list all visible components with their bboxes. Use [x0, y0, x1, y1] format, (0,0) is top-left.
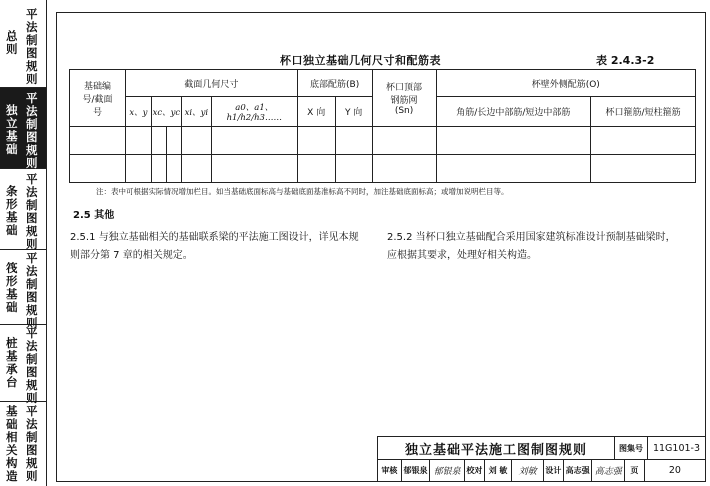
- tab-label: 总 则: [6, 29, 18, 56]
- header-xiyi: xi、yi: [181, 97, 211, 127]
- check-label: 校对: [465, 460, 485, 481]
- designer-name: 高志强: [564, 460, 593, 481]
- table-title: 杯口独立基础几何尺寸和配筋表: [280, 54, 441, 67]
- table-number: 表 2.4.3-2: [596, 54, 655, 67]
- review-label: 审核: [378, 460, 402, 481]
- tab-sublabel: 平 法 制 图 规 则: [26, 404, 38, 483]
- header-xcyc: xc、yc: [151, 97, 181, 127]
- page-label: 页: [625, 460, 645, 481]
- header-y-dir: Y 向: [335, 97, 372, 127]
- section-heading: 2.5 其他: [73, 210, 115, 221]
- checker-name: 刘 敏: [485, 460, 513, 481]
- header-section-dims: 截面几何尺寸: [125, 70, 297, 97]
- header-stirrup: 杯口箍筋/短柱箍筋: [591, 97, 696, 127]
- atlas-label: 图集号: [615, 437, 648, 460]
- tab-foundation-details[interactable]: [0, 402, 46, 486]
- paragraph-2-5-2: 2.5.2 当杯口独立基础配合采用国家建筑标准设计预制基础梁时，应根据其要求，处理好相关构造。: [387, 232, 676, 261]
- signature-row: [378, 460, 705, 481]
- header-cup-wall: 杯壁外侧配筋(O): [436, 70, 695, 97]
- tab-strip-foundation[interactable]: [0, 169, 46, 250]
- tab-sublabel: 平 法 制 图 规 则: [26, 91, 38, 170]
- tab-sublabel: 平 法 制 图 规 则: [26, 251, 38, 330]
- reviewer-name: 郁银泉: [402, 460, 431, 481]
- reviewer-signature: 郁银泉: [430, 460, 465, 481]
- tab-label: 条 形 基 础: [6, 184, 18, 237]
- tab-raft-foundation[interactable]: [0, 250, 46, 330]
- header-cup-top-mesh: 杯口顶部钢筋网(Sn): [372, 70, 436, 127]
- tab-sublabel: 平 法 制 图 规 则: [26, 172, 38, 251]
- designer-signature: 高志强: [592, 460, 625, 481]
- header-bottom-rebar: 底部配筋(B): [297, 70, 372, 97]
- tab-sublabel: 平 法 制 图 规 则: [26, 7, 38, 86]
- header-corner-rebar: 角筋/长边中部筋/短边中部筋: [436, 97, 591, 127]
- table-note: 注：表中可根据实际情况增加栏目。如当基础底面标高与基础底面基准标高不同时，加注基础底面标高；或增加说明栏目等。: [96, 187, 509, 196]
- chapter-sidebar: [0, 0, 47, 486]
- title-block: [377, 436, 706, 482]
- tab-isolated-foundation[interactable]: [0, 88, 46, 169]
- checker-signature: 刘敏: [512, 460, 544, 481]
- header-x-dir: X 向: [297, 97, 335, 127]
- cup-foundation-table: [69, 69, 696, 183]
- tab-general[interactable]: [0, 0, 46, 88]
- table-row: [70, 155, 696, 183]
- tab-label: 筏 形 基 础: [6, 261, 18, 314]
- design-label: 设计: [544, 460, 564, 481]
- tab-sublabel: 平 法 制 图 规 则: [26, 326, 38, 405]
- header-base-id: 基础编号/截面号: [70, 70, 126, 127]
- page-number: 20: [668, 465, 681, 476]
- table-row: [70, 127, 696, 155]
- tab-pile-cap[interactable]: [0, 325, 46, 405]
- paragraph-2-5-1: 2.5.1 与独立基础相关的基础联系梁的平法施工图设计，详见本规则部分第 7 章的相关规定。: [70, 232, 359, 261]
- drawing-title: 独立基础平法施工图制图规则: [378, 437, 615, 460]
- header-a0a1h: a0、a1、h1/h2/h3……: [211, 97, 297, 127]
- header-xy: x、y: [125, 97, 151, 127]
- tab-label: 桩 基 承 台: [6, 336, 18, 389]
- tab-label: 独 立 基 础: [6, 103, 18, 156]
- atlas-number: 11G101-3: [648, 437, 705, 460]
- tab-label: 基 础 相 关 构 造: [6, 404, 18, 483]
